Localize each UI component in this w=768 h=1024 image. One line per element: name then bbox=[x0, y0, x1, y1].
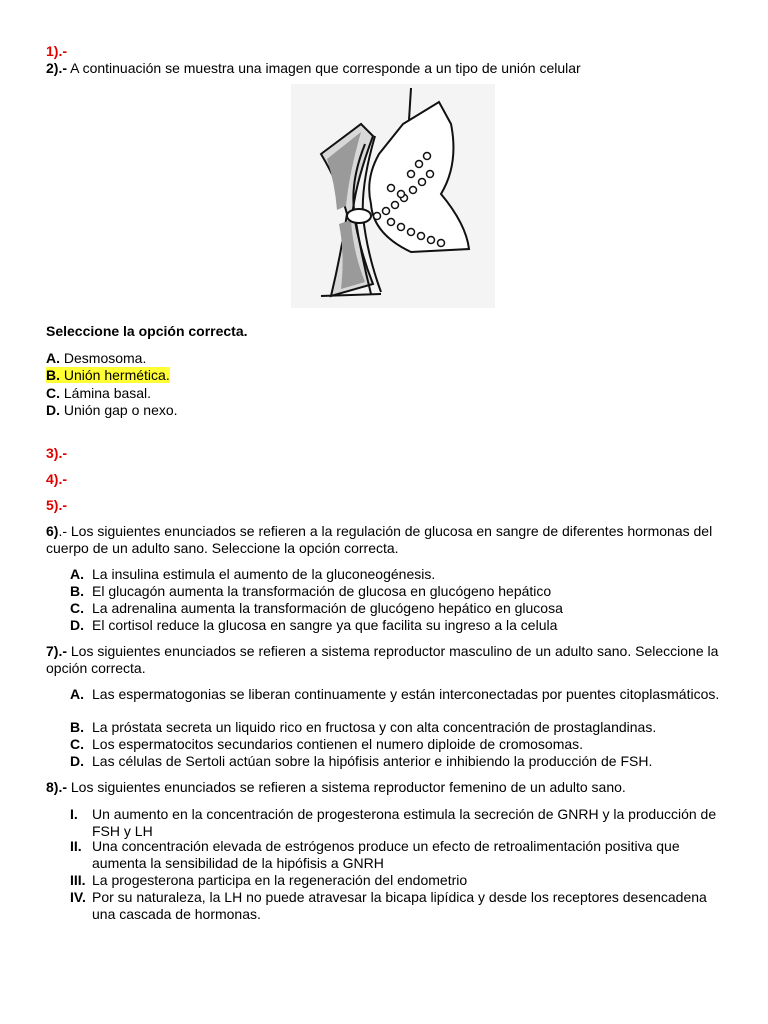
option-label: C. bbox=[70, 736, 84, 752]
option-text: Desmosoma. bbox=[60, 350, 147, 366]
option-text: La insulina estimula el aumento de la gluconeogénesis. bbox=[92, 566, 436, 582]
option-label: A. bbox=[46, 350, 60, 366]
option-text: El glucagón aumenta la transformación de glucosa en glucógeno hepático bbox=[92, 583, 552, 599]
option-label: B. bbox=[70, 719, 84, 735]
option-label: D. bbox=[70, 617, 84, 633]
option-text: Unión hermética. bbox=[60, 367, 170, 383]
question-2-instruction: Seleccione la opción correcta. bbox=[46, 323, 248, 339]
question-2-option-a bbox=[46, 350, 146, 367]
option-label: B. bbox=[70, 583, 84, 599]
highlighted-answer bbox=[46, 367, 170, 383]
question-1-number: 1).- bbox=[46, 43, 67, 59]
question-6-stem bbox=[46, 523, 726, 557]
question-7-option-a bbox=[70, 686, 730, 703]
question-6-option-a bbox=[70, 566, 730, 583]
statement-label: III. bbox=[70, 872, 86, 888]
question-8-stem bbox=[46, 779, 726, 796]
statement-label: II. bbox=[70, 838, 82, 854]
option-label: C. bbox=[46, 385, 60, 401]
question-8-statement-i bbox=[70, 806, 730, 840]
option-text: Lámina basal. bbox=[60, 385, 152, 401]
option-label: C. bbox=[70, 600, 84, 616]
option-text: Los espermatocitos secundarios contienen el numero diploide de cromosomas. bbox=[92, 736, 584, 752]
statement-text: La progesterona participa en la regeneración del endometrio bbox=[92, 872, 468, 888]
question-7-option-c bbox=[70, 736, 730, 753]
option-text: La próstata secreta un liquido rico en fructosa y con alta concentración de prostaglandinas. bbox=[92, 719, 657, 735]
question-6-number: 6) bbox=[46, 523, 59, 539]
question-8-statement-iv bbox=[70, 889, 730, 923]
option-label: A. bbox=[70, 566, 84, 582]
option-text: Las espermatogonias se liberan continuamente y están interconectadas por puentes citoplasmáticos. bbox=[92, 686, 720, 702]
question-6-option-c bbox=[70, 600, 730, 617]
statement-text: Un aumento en la concentración de progesterona estimula la secreción de GNRH y la producción de FSH y LH bbox=[92, 806, 717, 839]
question-7-option-b bbox=[70, 719, 730, 736]
option-text: La adrenalina aumenta la transformación de glucógeno hepático en glucosa bbox=[92, 600, 563, 616]
question-4-number: 4).- bbox=[46, 471, 67, 487]
option-text: Las células de Sertoli actúan sobre la hipófisis anterior e inhibiendo la producción de FSH. bbox=[92, 753, 653, 769]
question-7-number: 7).- bbox=[46, 643, 67, 659]
option-label: B. bbox=[46, 367, 60, 383]
option-label: D. bbox=[70, 753, 84, 769]
question-8-statement-iii bbox=[70, 872, 730, 889]
question-6-text: .- Los siguientes enunciados se refieren a la regulación de glucosa en sangre de diferentes hormonas del cuerpo de un adulto sano. Seleccione la opción correcta. bbox=[46, 523, 713, 556]
question-8-text: Los siguientes enunciados se refieren a sistema reproductor femenino de un adulto sano. bbox=[67, 779, 626, 795]
option-label: A. bbox=[70, 686, 84, 702]
question-2-text: A continuación se muestra una imagen que corresponde a un tipo de unión celular bbox=[67, 60, 581, 76]
question-8-statement-ii bbox=[70, 838, 730, 872]
cell-junction-figure bbox=[291, 84, 495, 308]
option-label: D. bbox=[46, 402, 60, 418]
statement-text: Por su naturaleza, la LH no puede atravesar la bicapa lipídica y desde los receptores desencadena una cascada de hormonas. bbox=[92, 889, 707, 922]
option-text: Unión gap o nexo. bbox=[60, 402, 178, 418]
question-3-number: 3).- bbox=[46, 445, 67, 461]
question-6-option-d bbox=[70, 617, 730, 634]
question-7-text: Los siguientes enunciados se refieren a sistema reproductor masculino de un adulto sano. Seleccione la opción correcta. bbox=[46, 643, 719, 676]
question-2-option-b bbox=[46, 367, 170, 384]
question-2-number: 2).- bbox=[46, 60, 67, 76]
question-2-option-d bbox=[46, 402, 178, 419]
option-text: El cortisol reduce la glucosa en sangre ya que facilita su ingreso a la celula bbox=[92, 617, 558, 633]
question-8-number: 8).- bbox=[46, 779, 67, 795]
statement-text: Una concentración elevada de estrógenos produce un efecto de retroalimentación positiva que aumenta la sensibilidad de la hipófisis a GNRH bbox=[92, 838, 680, 871]
statement-label: IV. bbox=[70, 889, 86, 905]
statement-label: I. bbox=[70, 806, 78, 822]
question-6-option-b bbox=[70, 583, 730, 600]
question-2-stem bbox=[46, 60, 581, 77]
question-7-stem bbox=[46, 643, 726, 677]
question-7-option-d bbox=[70, 753, 730, 770]
question-5-number: 5).- bbox=[46, 497, 67, 513]
question-2-option-c bbox=[46, 385, 151, 402]
